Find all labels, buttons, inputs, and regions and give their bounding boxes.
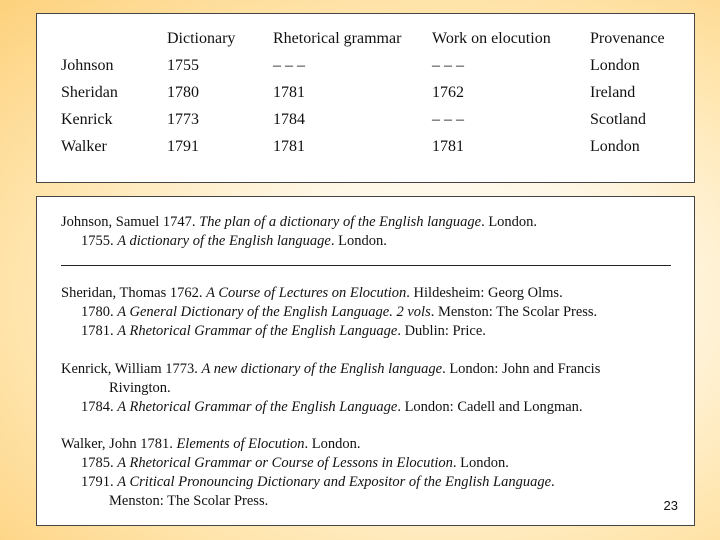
- ref-text: . Hildesheim: Georg Olms.: [406, 285, 563, 301]
- ref-title: A Critical Pronouncing Dictionary and Expositor of the English Language: [117, 474, 552, 490]
- table-cell-work-on-elocution: 1762: [432, 84, 464, 101]
- table-cell-rhetorical-grammar: 1781: [273, 84, 305, 101]
- ref-text: . London.: [452, 455, 509, 471]
- ref-text: 1791.: [81, 474, 118, 490]
- ref-text: . Dublin: Price.: [397, 323, 486, 339]
- reference-sheridan: [61, 284, 597, 341]
- reference-line: [61, 473, 555, 492]
- column-header-work-on-elocution: Work on elocution: [432, 30, 551, 47]
- reference-line: [61, 303, 597, 322]
- table-cell-rhetorical-grammar: 1781: [273, 138, 305, 155]
- ref-text: 1780.: [81, 304, 118, 320]
- ref-title: A new dictionary of the English language: [201, 361, 443, 377]
- reference-line: [61, 379, 600, 398]
- ref-text: Sheridan, Thomas 1762.: [61, 285, 207, 301]
- table-cell-provenance: Ireland: [590, 84, 636, 101]
- ref-title: A General Dictionary of the English Language. 2 vols: [117, 304, 431, 320]
- ref-text: . Menston: The Scolar Press.: [430, 304, 598, 320]
- table-cell-dictionary: 1773: [167, 111, 199, 128]
- table-cell-provenance: Scotland: [590, 111, 646, 128]
- table-cell-work-on-elocution: 1781: [432, 138, 464, 155]
- provenance-table-panel: [36, 13, 695, 183]
- table-cell-provenance: London: [590, 57, 640, 74]
- ref-text: 1755.: [81, 233, 118, 249]
- ref-text: Johnson, Samuel 1747.: [61, 214, 200, 230]
- reference-line: [61, 213, 537, 232]
- table-cell-provenance: London: [590, 138, 640, 155]
- ref-text: 1781.: [81, 323, 118, 339]
- table-cell-author: Walker: [61, 138, 107, 155]
- reference-line: [61, 360, 600, 379]
- reference-johnson: [61, 213, 537, 251]
- ref-title: The plan of a dictionary of the English language: [199, 214, 482, 230]
- table-cell-work-on-elocution: – – –: [432, 111, 464, 128]
- table-cell-dictionary: 1791: [167, 138, 199, 155]
- ref-title: A Rhetorical Grammar of the English Language: [117, 399, 398, 415]
- ref-text: .: [551, 474, 555, 490]
- table-cell-author: Sheridan: [61, 84, 118, 101]
- ref-title: A Rhetorical Grammar of the English Language: [117, 323, 398, 339]
- reference-line: [61, 454, 555, 473]
- ref-text: . London.: [304, 436, 361, 452]
- table-cell-rhetorical-grammar: – – –: [273, 57, 305, 74]
- table-cell-dictionary: 1780: [167, 84, 199, 101]
- reference-walker: [61, 435, 555, 511]
- ref-text: . London: Cadell and Longman.: [397, 399, 583, 415]
- ref-title: A Course of Lectures on Elocution: [206, 285, 407, 301]
- reference-kenrick: [61, 360, 600, 417]
- table-cell-dictionary: 1755: [167, 57, 199, 74]
- reference-line: [61, 284, 597, 303]
- ref-text: Kenrick, William 1773.: [61, 361, 202, 377]
- ref-text: . London.: [330, 233, 387, 249]
- ref-text: . London: John and Francis: [442, 361, 601, 377]
- ref-text: 1785.: [81, 455, 118, 471]
- divider: [61, 265, 671, 266]
- ref-title: A dictionary of the English language: [117, 233, 331, 249]
- column-header-rhetorical-grammar: Rhetorical grammar: [273, 30, 402, 47]
- reference-line: [61, 322, 597, 341]
- reference-line: [61, 232, 537, 251]
- ref-text: . London.: [481, 214, 538, 230]
- page-number: 23: [663, 498, 678, 513]
- ref-text: Menston: The Scolar Press.: [109, 493, 269, 509]
- references-panel: [36, 196, 695, 526]
- ref-text: Walker, John 1781.: [61, 436, 177, 452]
- reference-line: [61, 398, 600, 417]
- ref-text: 1784.: [81, 399, 118, 415]
- ref-text: Rivington.: [109, 380, 171, 396]
- column-header-dictionary: Dictionary: [167, 30, 236, 47]
- table-cell-work-on-elocution: – – –: [432, 57, 464, 74]
- reference-line: [61, 492, 555, 511]
- column-header-provenance: Provenance: [590, 30, 665, 47]
- table-cell-rhetorical-grammar: 1784: [273, 111, 305, 128]
- table-cell-author: Johnson: [61, 57, 114, 74]
- table-cell-author: Kenrick: [61, 111, 113, 128]
- ref-title: Elements of Elocution: [176, 436, 305, 452]
- reference-line: [61, 435, 555, 454]
- ref-title: A Rhetorical Grammar or Course of Lessons in Elocution: [117, 455, 453, 471]
